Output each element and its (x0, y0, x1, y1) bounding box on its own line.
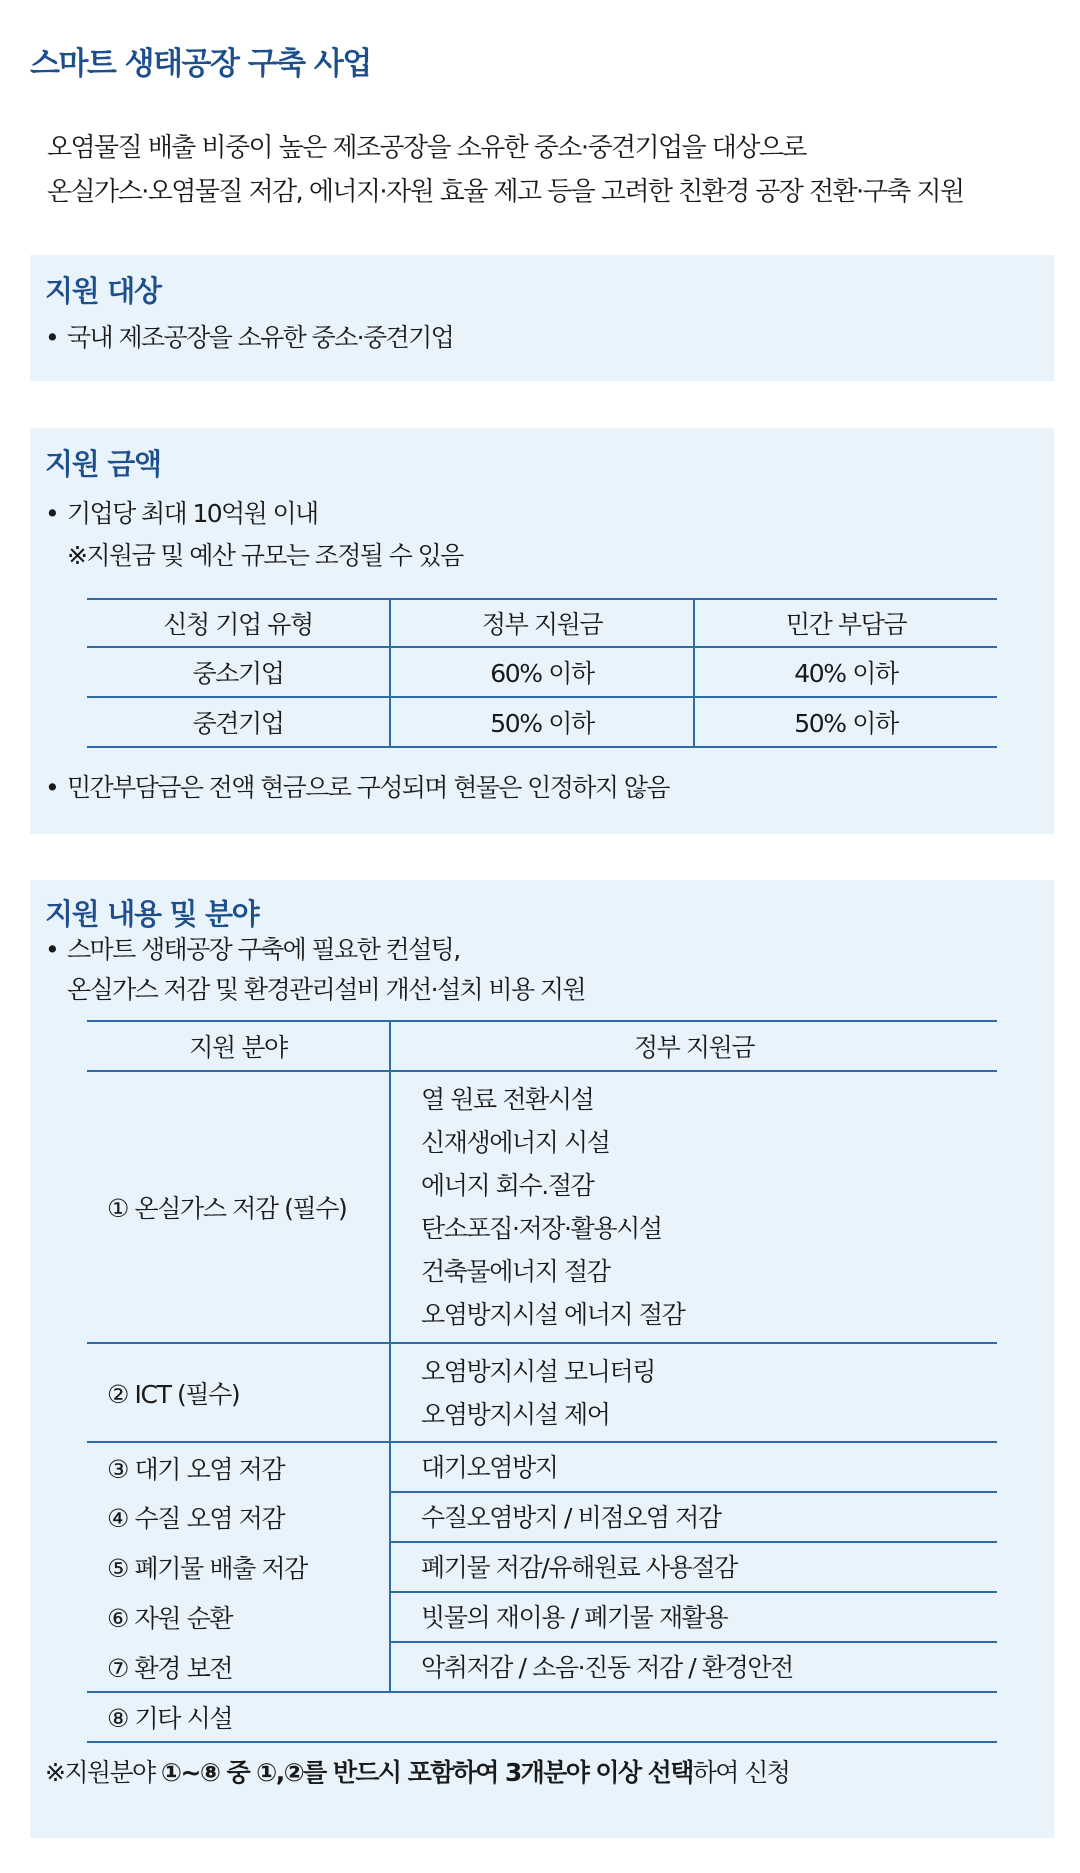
table-row (87, 1642, 997, 1692)
table-cell: 중견기업 (87, 697, 390, 747)
support-item: 오염방지시설 모니터링 (421, 1356, 656, 1386)
support-item: 신재생에너지 시설 (421, 1128, 610, 1157)
content-bullet-line-1: 스마트 생태공장 구축에 필요한 컨설팅, (67, 935, 460, 964)
content-heading: 지원 내용 및 분야 (45, 897, 259, 931)
amount-heading: 지원 금액 (45, 447, 161, 481)
table-cell: 50% 이하 (694, 697, 997, 747)
table-cell: 60% 이하 (390, 647, 694, 697)
support-item: 빗물의 재이용 / 폐기물 재활용 (421, 1602, 728, 1632)
amount-bullet-2 (45, 768, 669, 808)
support-item: 오염방지시설 제어 (421, 1399, 610, 1429)
intro-line-2: 온실가스·오염물질 저감, 에너지·자원 효율 제고 등을 고려한 친환경 공장 전환·구축 지원 (47, 177, 964, 207)
table-row (87, 1492, 997, 1542)
field-cell: ⑧ 기타 시설 (87, 1692, 390, 1742)
support-item: 건축물에너지 절감 (421, 1257, 610, 1286)
items-cell (390, 1592, 997, 1642)
target-bullet (45, 318, 453, 358)
items-cell (390, 1071, 997, 1343)
table-row (87, 1071, 997, 1343)
content-table (87, 1020, 997, 1743)
amount-panel (30, 428, 1054, 834)
intro-line-1: 오염물질 배출 비중이 높은 제조공장을 소유한 중소·중견기업을 대상으로 (47, 133, 806, 163)
table-cell: 중소기업 (87, 647, 390, 697)
page-title: 스마트 생태공장 구축 사업 (30, 46, 371, 82)
support-item: 탄소포집·저장·활용시설 (421, 1214, 662, 1243)
amount-bullet-2-text: 민간부담금은 전액 현금으로 구성되며 현물은 인정하지 않음 (67, 773, 669, 802)
table-row (87, 1343, 997, 1442)
content-note-prefix: ※지원분야 (45, 1758, 161, 1787)
amount-table (87, 598, 997, 748)
table-row (87, 647, 997, 697)
table-row (87, 1542, 997, 1592)
support-item: 열 원료 전환시설 (421, 1085, 594, 1114)
content-bullet (45, 930, 585, 1010)
support-item: 대기오염방지 (421, 1452, 558, 1482)
items-cell (390, 1542, 997, 1592)
field-cell: ③ 대기 오염 저감 (107, 1454, 285, 1484)
items-cell (390, 1692, 997, 1742)
content-col-header: 정부 지원금 (390, 1021, 997, 1071)
table-row (87, 1442, 997, 1492)
field-cell: ⑥ 자원 순환 (107, 1604, 233, 1633)
table-row (87, 1692, 997, 1742)
support-item: 에너지 회수.절감 (421, 1171, 594, 1200)
content-col-header: 지원 분야 (87, 1021, 390, 1071)
support-item: 수질오염방지 / 비점오염 저감 (421, 1502, 721, 1532)
target-heading: 지원 대상 (45, 274, 161, 308)
field-cell: ① 온실가스 저감 (필수) (87, 1071, 390, 1343)
content-panel (30, 880, 1054, 1838)
amount-bullet-text: 기업당 최대 10억원 이내 (67, 499, 318, 528)
amount-col-header: 정부 지원금 (390, 599, 694, 647)
table-row (87, 697, 997, 747)
amount-bullet (45, 494, 318, 534)
items-cell (390, 1343, 997, 1442)
content-note-suffix: 하여 신청 (692, 1758, 790, 1787)
intro-text (47, 126, 963, 214)
bullet-dot: • (45, 323, 59, 352)
support-item: 악취저감 / 소음·진동 저감 / 환경안전 (421, 1652, 793, 1682)
bullet-dot: • (45, 935, 59, 964)
table-row (87, 1592, 997, 1642)
content-note-bold: ①~⑧ 중 ①,②를 반드시 포함하여 3개분야 이상 선택 (160, 1758, 693, 1787)
content-note (45, 1753, 789, 1793)
amount-note: ※지원금 및 예산 규모는 조정될 수 있음 (67, 541, 463, 570)
table-cell: 50% 이하 (390, 697, 694, 747)
table-cell: 40% 이하 (694, 647, 997, 697)
content-bullet-line-2: 온실가스 저감 및 환경관리설비 개선·설치 비용 지원 (67, 975, 585, 1004)
items-cell (390, 1642, 997, 1692)
field-cell: ④ 수질 오염 저감 (107, 1504, 285, 1533)
field-cell: ⑦ 환경 보전 (107, 1653, 233, 1683)
field-cell: ② ICT (필수) (87, 1343, 390, 1442)
amount-col-header: 민간 부담금 (694, 599, 997, 647)
target-panel (30, 255, 1054, 381)
bullet-dot: • (45, 773, 59, 802)
support-item: 폐기물 저감/유해원료 사용절감 (421, 1552, 737, 1582)
field-cell: ⑤ 폐기물 배출 저감 (107, 1554, 307, 1583)
amount-col-header: 신청 기업 유형 (87, 599, 390, 647)
support-item: 오염방지시설 에너지 절감 (421, 1300, 685, 1329)
items-cell (390, 1442, 997, 1492)
target-bullet-text: 국내 제조공장을 소유한 중소·중견기업 (67, 323, 454, 352)
items-cell (390, 1492, 997, 1542)
bullet-dot: • (45, 499, 59, 528)
